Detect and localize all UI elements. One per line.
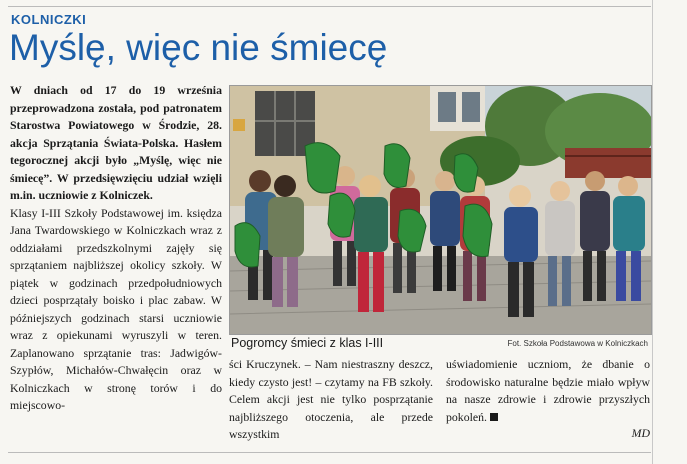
article-lead: W dniach od 17 do 19 września przeprowadzona została, pod patronatem Starostwa Powiatowego w Środzie, 28. akcja Sprzątania Świata-Polska. Hasłem tegorocznej akcji było „Myślę, więc nie śmiecę”. W przedsięwzięciu udział wzięli m.in. uczniowie z Kolniczek. — [10, 83, 222, 202]
article-body-part-2: ści Kruczynek. – Nam niestraszny deszcz, kiedy czysto jest! – czytamy na FB szkoły. Celem akcji jest nie tylko posprzątanie najbliższego otoczenia, ale przede wszystkim — [229, 357, 433, 441]
article-photo — [229, 85, 652, 335]
article-column-3 — [446, 356, 650, 426]
photo-credit: Fot. Szkoła Podstawowa w Kolniczkach — [507, 339, 648, 348]
column-rule — [652, 0, 653, 464]
end-of-article-mark — [490, 413, 498, 421]
article-column-2 — [229, 356, 433, 444]
bottom-rule — [8, 452, 651, 453]
article-headline: Myślę, więc nie śmiecę — [9, 27, 388, 68]
article-column-1 — [10, 82, 222, 415]
photo-caption: Pogromcy śmieci z klas I-III — [231, 336, 384, 350]
author-signature: MD — [631, 426, 650, 440]
article-body-part-3-wrap — [446, 356, 650, 426]
photo-caption-bar — [229, 334, 650, 352]
article-body-part-1: Klasy I-III Szkoły Podstawowej im. księdza Jana Twardowskiego w Kolniczkach wraz z oddziałami przedszkolnymi zajęły się sprzątaniem najbliższej okolicy szkoły. W piątek w godzinach przedpołudniowych dzieci posprzątały boisko i plac zabaw. W późniejszych godzinach starsi uczniowie wraz z opiekunami wyruszyli w teren. Zaplanowano sprzątanie tras: Jadwigów-Szypłów, Michałów-Chwałęcin oraz w Kolniczkach w stronę torów i do miejscowo- — [10, 205, 222, 412]
top-rule — [8, 6, 651, 7]
section-label: KOLNICZKI — [11, 12, 87, 27]
children-cleanup-photo — [230, 86, 651, 334]
article-body-part-3: uświadomienie uczniom, że dbanie o środowisko naturalne będzie miało wpływ na nasze zdrowie i zdrowie przyszłych pokoleń. — [446, 357, 650, 424]
